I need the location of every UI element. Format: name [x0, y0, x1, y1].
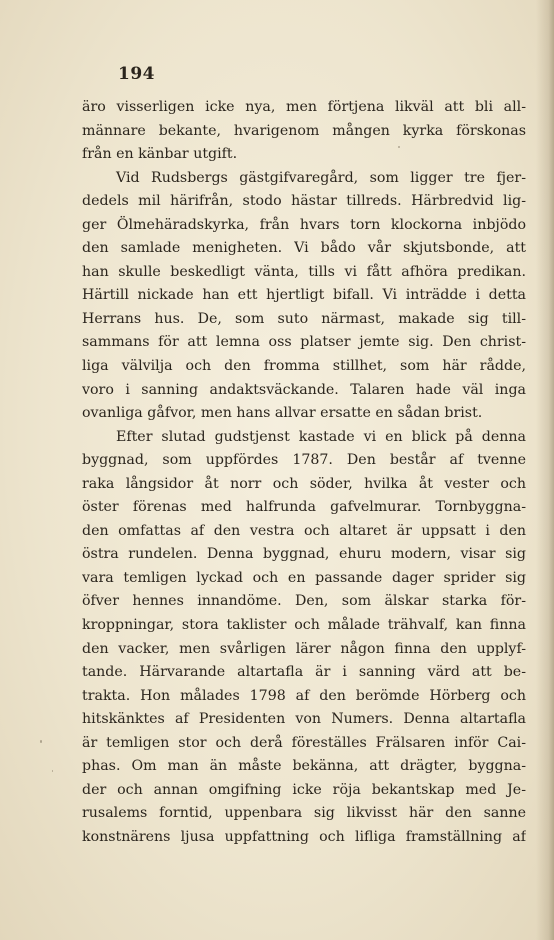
- text-line: männare bekante, hvarigenom mången kyrka förskonas: [82, 122, 526, 139]
- text-line: Vid Rudsbergs gästgifvaregård, som ligger tre fjer-: [116, 169, 526, 186]
- text-line: äro visserligen icke nya, men förtjena likväl att bli all-: [82, 99, 526, 115]
- text-line: kroppningar, stora taklister och målade trähvalf, kan finna: [82, 617, 526, 634]
- text-line: liga välvilja och den fromma stillhet, som här rådde,: [82, 358, 526, 375]
- text-line: den omfattas af den vestra och altaret är uppsatt i den: [82, 522, 526, 539]
- body-text: [82, 96, 526, 850]
- text-line: rusalems forntid, uppenbara sig likvisst här den sanne: [82, 805, 526, 822]
- text-line: den vacker, men svårligen lärer någon finna den upplyf-: [82, 640, 526, 657]
- text-line: vara temligen lyckad och en passande dager sprider sig: [82, 569, 526, 586]
- text-line: Herrans hus. De, som suto närmast, makade sig till-: [82, 310, 526, 327]
- text-line: Efter slutad gudstjenst kastade vi en blick på denna: [116, 428, 526, 445]
- text-line: der och annan omgifning icke röja bekantskap med Je-: [82, 781, 526, 798]
- text-line: öfver hennes innandöme. Den, som älskar starka för-: [82, 593, 526, 610]
- text-line: han skulle beskedligt vänta, tills vi fått afhöra predikan.: [82, 263, 526, 280]
- text-line: Härtill nickade han ett hjertligt bifall. Vi inträdde i detta: [82, 287, 526, 304]
- page-number: 194: [118, 64, 155, 84]
- paper-speck: [40, 740, 42, 743]
- text-line: ovanliga gåfvor, men hans allvar ersatte en sådan brist.: [82, 405, 483, 422]
- text-line: phas. Om man än måste bekänna, att drägter, byggna-: [82, 758, 526, 775]
- text-line: trakta. Hon målades 1798 af den berömde Hörberg och: [82, 687, 526, 704]
- page-edge-shadow: [536, 0, 554, 940]
- text-line: från en känbar utgift.: [82, 146, 238, 163]
- text-line: sammans för att lemna oss platser jemte sig. Den christ-: [82, 334, 526, 351]
- text-line: öster förenas med halfrunda gafvelmurar. Tornbyggna-: [82, 499, 526, 516]
- text-line: dedels mil härifrån, stodo hästar tillreds. Härbredvid lig-: [82, 193, 526, 210]
- text-line: byggnad, som uppfördes 1787. Den består af tvenne: [82, 452, 526, 469]
- paper-speck: [398, 146, 400, 148]
- text-line: tande. Härvarande altartafla är i sanning värd att be-: [82, 664, 526, 681]
- text-line: voro i sanning andaktsväckande. Talaren hade väl inga: [82, 381, 526, 398]
- text-line: hitskänktes af Presidenten von Numers. Denna altartafla: [82, 711, 526, 728]
- text-line: konstnärens ljusa uppfattning och lifliga framställning af: [82, 828, 526, 845]
- text-line: är temligen stor och derå föreställes Frälsaren inför Cai-: [82, 734, 526, 751]
- paper-speck: [52, 770, 53, 772]
- text-line: raka långsidor åt norr och söder, hvilka åt vester och: [82, 475, 526, 492]
- text-line: den samlade menigheten. Vi bådo vår skjutsbonde, att: [82, 240, 526, 257]
- text-line: östra rundelen. Denna byggnad, ehuru modern, visar sig: [82, 546, 526, 563]
- text-line: ger Ölmehäradskyrka, från hvars torn klockorna inbjödo: [82, 216, 526, 233]
